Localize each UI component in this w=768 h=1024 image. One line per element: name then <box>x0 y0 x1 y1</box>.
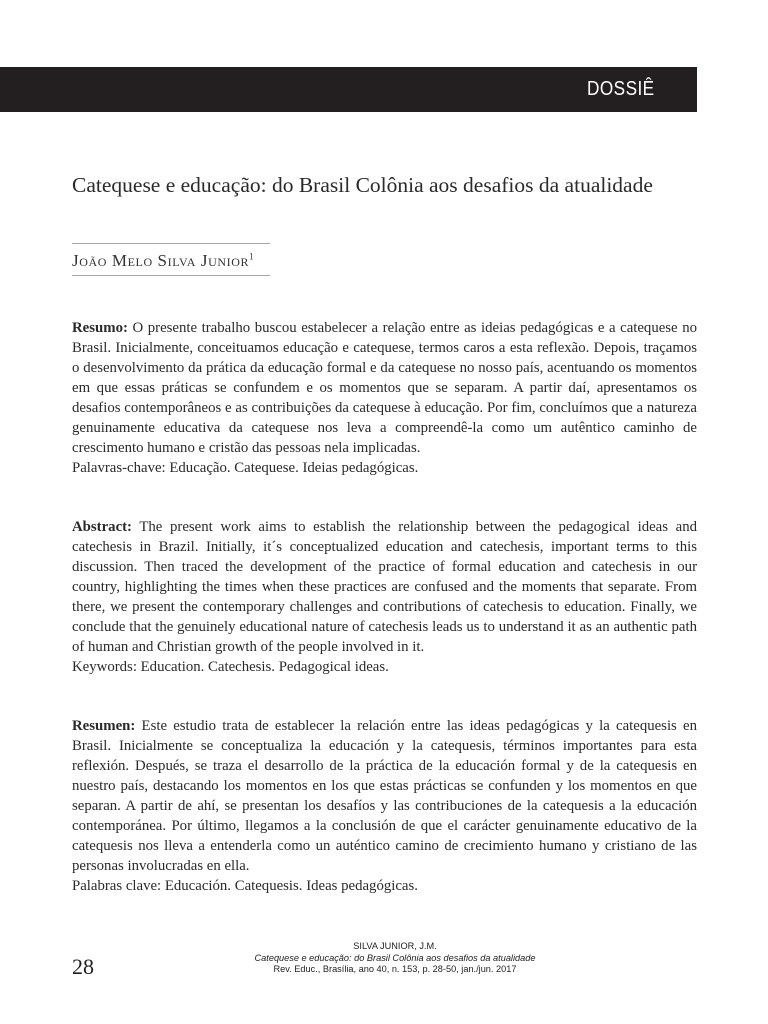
author-divider-top <box>72 243 270 244</box>
resumo-keywords: Palavras-chave: Educação. Catequese. Ideias pedagógicas. <box>72 460 419 476</box>
resumo-paragraph <box>72 318 697 458</box>
citation-title: Catequese e educação: do Brasil Colônia aos desafios da atualidade <box>254 952 536 963</box>
section-header-bar <box>0 67 697 112</box>
resumen-label: Resumen: <box>72 718 136 734</box>
resumo-label: Resumo: <box>72 320 128 336</box>
resumen-section <box>72 716 697 896</box>
abstract-paragraph <box>72 517 697 657</box>
author-footnote-marker: 1 <box>249 251 254 262</box>
abstract-keywords: Keywords: Education. Catechesis. Pedagogical ideas. <box>72 659 389 675</box>
author-divider-bottom <box>72 275 270 276</box>
citation-author: SILVA JUNIOR, J.M. <box>353 941 437 951</box>
author-name: João Melo Silva Junior <box>72 251 250 270</box>
citation-footer <box>220 941 570 976</box>
resumen-keywords: Palabras clave: Educación. Catequesis. Ideas pedagógicas. <box>72 878 418 894</box>
resumen-text: Este estudio trata de establecer la relación entre las ideas pedagógicas y la catequesis en Brasil. Inicialmente se conceptualiza la educación y la catequesis, términos importantes para esta reflexión. Después, se traza el desarrollo de la práctica de la educación formal y de la catequesis en nuestro país, destacando los momentos en los que estas prácticas se confunden y los momentos en que separan. A partir de ahí, se presentan los desafíos y las contribuciones de la catequesis a la educación contemporánea. Por último, llegamos a la conclusión de que el carácter genuinamente educativo de la catequesis nos lleva a entenderla como un auténtico camino de crecimiento humano y cristiano de las personas involucradas en ella. <box>72 718 698 874</box>
resumo-section <box>72 318 697 478</box>
citation-source: Rev. Educ., Brasília, ano 40, n. 153, p. 28-50, jan./jun. 2017 <box>273 964 517 974</box>
abstract-text: The present work aims to establish the relationship between the pedagogical ideas and catechesis in Brazil. Initially, it´s conceptualized education and catechesis, important terms to this discussion. Then traced the development of the practice of formal education and catechesis in our country, highlighting the times when these practices are confused and the moments that separate. From there, we present the contemporary challenges and contributions of catechesis to education. Finally, we conclude that the genuinely educational nature of catechesis leads us to understand it as an authentic path of human and Christian growth of the people involved in it. <box>72 519 697 655</box>
section-label: DOSSIÊ <box>587 78 655 100</box>
page-number: 28 <box>72 954 94 979</box>
author-byline <box>72 251 254 271</box>
resumen-paragraph <box>72 716 697 876</box>
abstract-section <box>72 517 697 677</box>
resumo-text: O presente trabalho buscou estabelecer a relação entre as ideias pedagógicas e a catequese no Brasil. Inicialmente, conceituamos educação e catequese, termos caros a esta reflexão. Depois, traçamos o desenvolvimento da prática da educação formal e da catequese no nosso país, acentuando os momentos em que essas práticas se confundem e os momentos que se separam. A partir daí, apresentamos os desafios contemporâneos e as contribuições da catequese à educação. Por fim, concluímos que a natureza genuinamente educativa da catequese nos leva a compreendê-la como um autêntico caminho de crescimento humano e cristão das pessoas nela implicadas. <box>72 320 698 456</box>
article-title: Catequese e educação: do Brasil Colônia aos desafios da atualidade <box>72 173 653 197</box>
abstract-label: Abstract: <box>72 519 132 535</box>
